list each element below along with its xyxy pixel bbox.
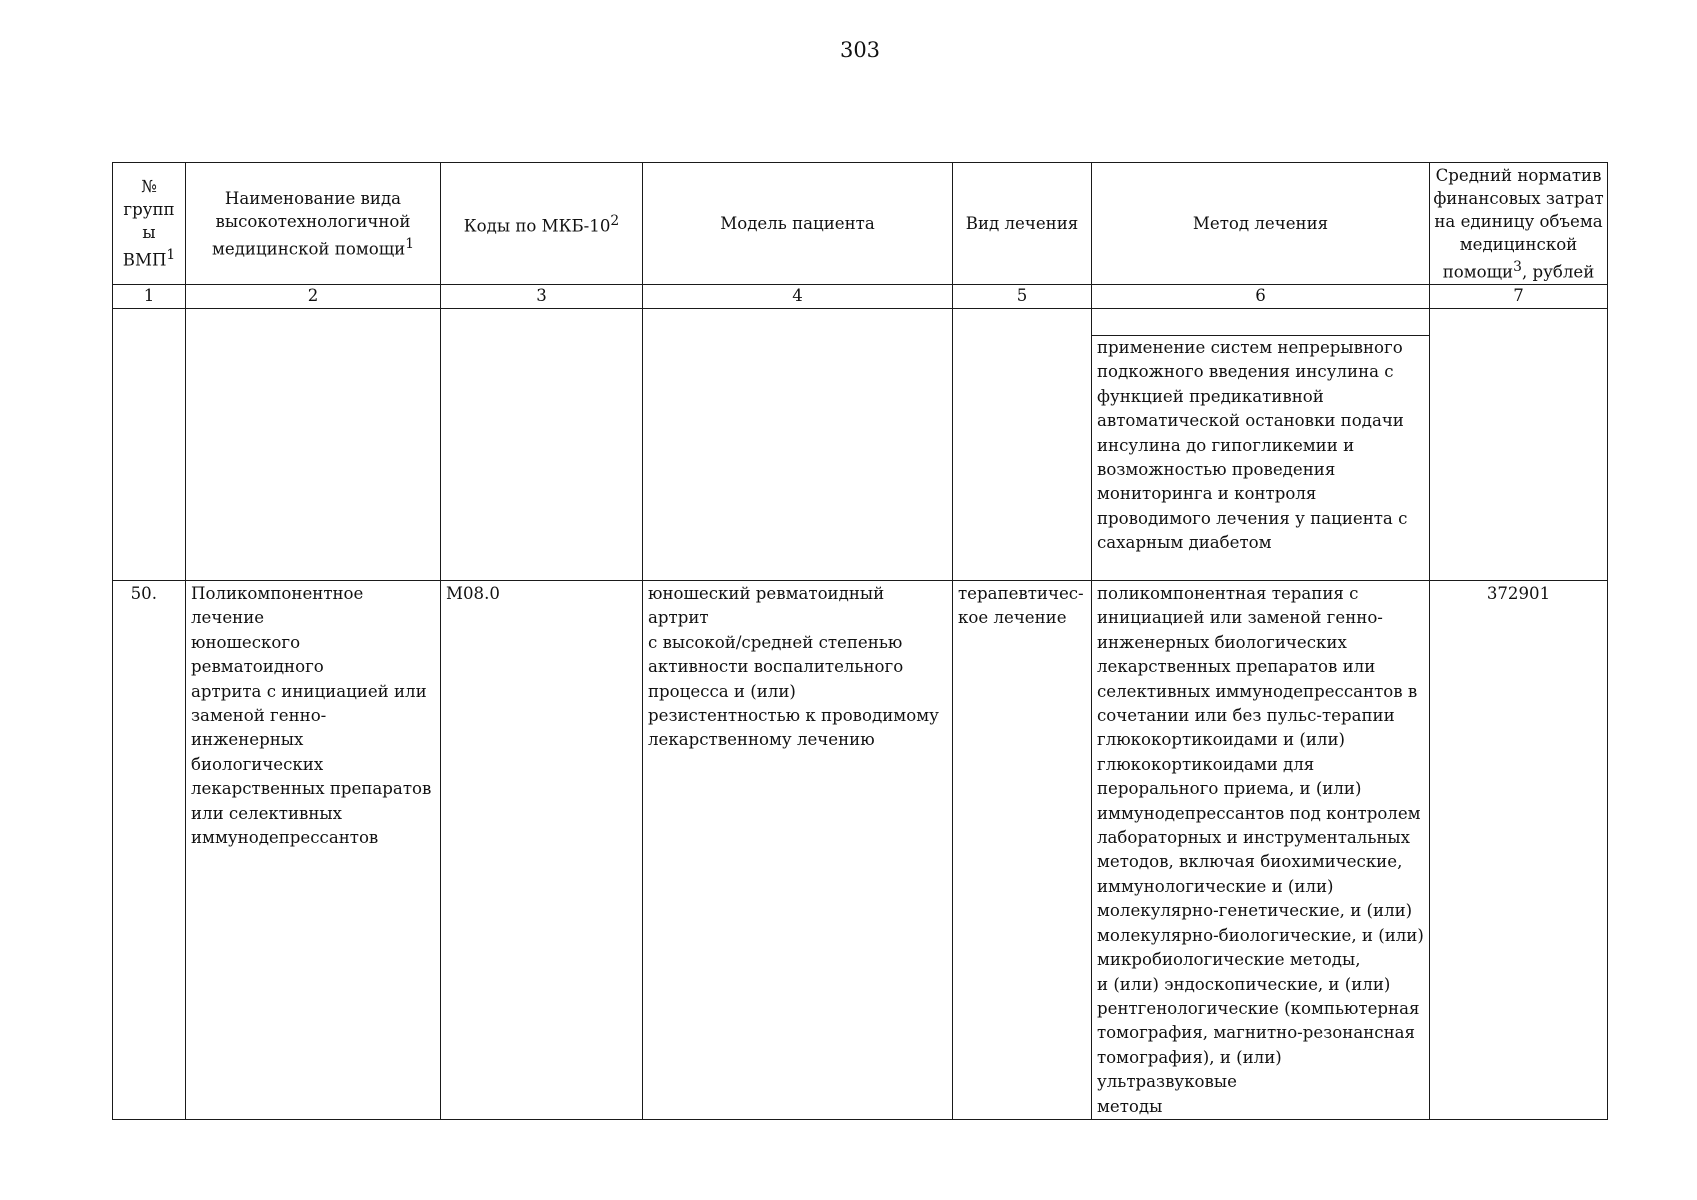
continued-model-cell <box>643 309 953 581</box>
column-number: 5 <box>953 285 1092 309</box>
treatment-type: терапевтичес- кое лечение <box>953 581 1092 1120</box>
continued-cost-cell <box>1430 309 1608 581</box>
table-header-row <box>113 163 1608 285</box>
continued-number-cell <box>113 309 186 581</box>
header-treatment-type: Вид лечения <box>953 163 1092 285</box>
header-icd-codes: Коды по МКБ-$10^2$ <box>441 163 643 285</box>
continued-method-cell <box>1092 309 1430 581</box>
cost-standard: 372901 <box>1430 581 1608 1120</box>
column-number: 3 <box>441 285 643 309</box>
header-cost-standard: Средний норматив финансовых затрат на единицу объема медицинской помощи$^3$, рублей <box>1430 163 1608 285</box>
continued-type-cell <box>953 309 1092 581</box>
table-row-50 <box>113 581 1608 1120</box>
icd-codes: M08.0 <box>441 581 643 1120</box>
column-numbers-row <box>113 285 1608 309</box>
vmp-table <box>112 162 1608 1120</box>
page-number: 303 <box>839 38 881 62</box>
continued-method-text: применение систем непрерывного подкожного введения инсулина с функцией предикативной автоматической остановки подачи инсулина до гипогликемии и возможностью проведения мониторинга и контроля проводимого лечения у пациента с сахарным диабетом <box>1092 335 1429 556</box>
column-number: 1 <box>113 285 186 309</box>
continued-codes-cell <box>441 309 643 581</box>
header-patient-model: Модель пациента <box>643 163 953 285</box>
column-number: 4 <box>643 285 953 309</box>
care-type-name: Поликомпонентное лечение юношеского ревматоидного артрита с инициацией или заменой генно-инженерных биологических лекарственных препаратов или селективных иммунодепрессантов <box>186 581 441 1120</box>
column-number: 2 <box>186 285 441 309</box>
column-number: 7 <box>1430 285 1608 309</box>
column-number: 6 <box>1092 285 1430 309</box>
header-care-type-name: Наименование вида высокотехнологичной медицинской помощи$^1$ <box>186 163 441 285</box>
header-treatment-method: Метод лечения <box>1092 163 1430 285</box>
group-number: 50. <box>113 581 186 1120</box>
treatment-method: поликомпонентная терапия с инициацией или заменой генно- инженерных биологических лекарственных препаратов или селективных иммунодепрессантов в сочетании или без пульс-терапии глюкокортикоидами и (или) глюкокортикоидами для перорального приема, и (или) иммунодепрессантов под контролем лабораторных и инструментальных методов, включая биохимические, иммунологические и (или) молекулярно-генетические, и (или) молекулярно-биологические, и (или) микробиологические методы, и (или) эндоскопические, и (или) рентгенологические (компьютерная томография, магнитно-резонансная томография), и (или) ультразвуковые методы <box>1092 581 1430 1120</box>
continued-row <box>113 309 1608 581</box>
continued-name-cell <box>186 309 441 581</box>
patient-model: юношеский ревматоидный артрит с высокой/средней степенью активности воспалительного процесса и (или) резистентностью к проводимому лекарственному лечению <box>643 581 953 1120</box>
header-group-number: № групп ы ВМП$^1$ <box>113 163 186 285</box>
